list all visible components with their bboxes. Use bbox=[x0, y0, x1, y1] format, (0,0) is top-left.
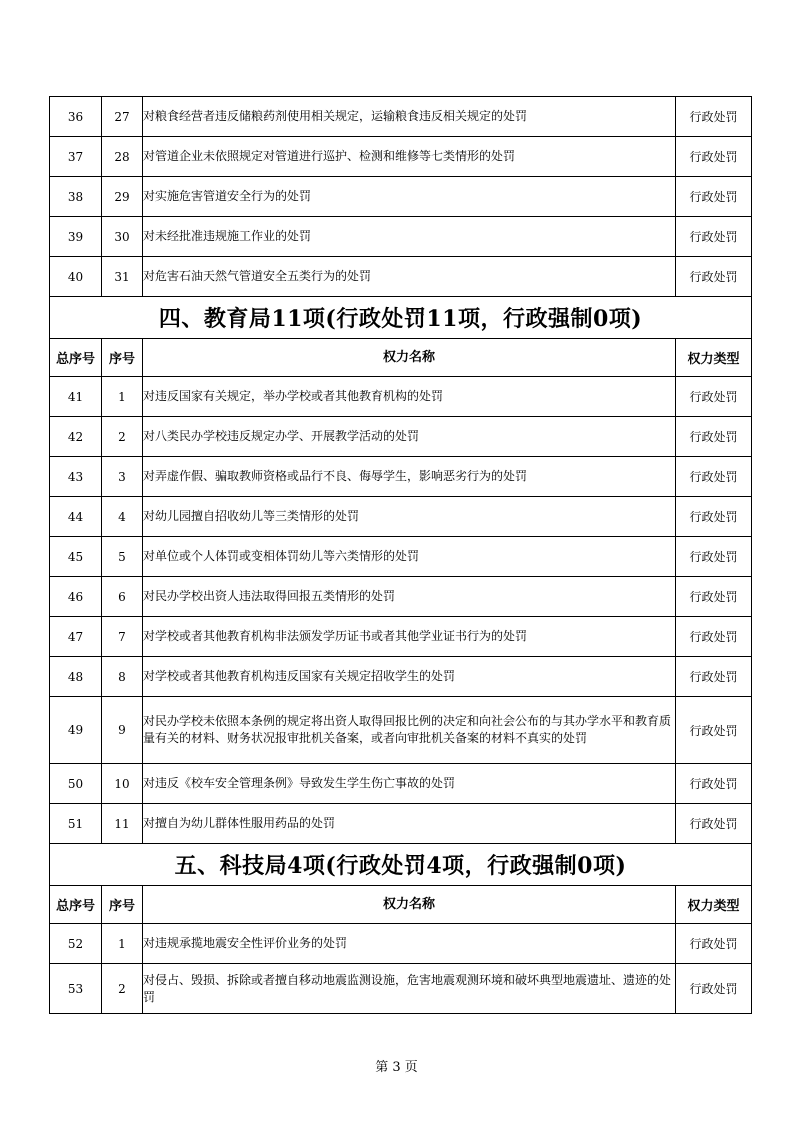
total-number-cell: 51 bbox=[50, 804, 102, 844]
table-row bbox=[50, 764, 752, 804]
table-row bbox=[50, 537, 752, 577]
table-row bbox=[50, 257, 752, 297]
total-number-cell: 38 bbox=[50, 177, 102, 217]
header-seq-no: 序号 bbox=[102, 339, 143, 377]
power-type-cell: 行政处罚 bbox=[676, 377, 752, 417]
power-type-cell: 行政处罚 bbox=[676, 617, 752, 657]
total-number-cell: 44 bbox=[50, 497, 102, 537]
sequence-number-cell: 5 bbox=[102, 537, 143, 577]
power-type-cell: 行政处罚 bbox=[676, 697, 752, 764]
total-number-cell: 48 bbox=[50, 657, 102, 697]
power-type-cell: 行政处罚 bbox=[676, 924, 752, 964]
total-number-cell: 50 bbox=[50, 764, 102, 804]
header-power-type: 权力类型 bbox=[676, 886, 752, 924]
section-title: 五、科技局4项(行政处罚4项，行政强制0项) bbox=[50, 844, 752, 886]
total-number-cell: 39 bbox=[50, 217, 102, 257]
total-number-cell: 52 bbox=[50, 924, 102, 964]
power-type-cell: 行政处罚 bbox=[676, 97, 752, 137]
sequence-number-cell: 1 bbox=[102, 377, 143, 417]
sequence-number-cell: 1 bbox=[102, 924, 143, 964]
header-seq-no: 序号 bbox=[102, 886, 143, 924]
power-type-cell: 行政处罚 bbox=[676, 657, 752, 697]
sequence-number-cell: 2 bbox=[102, 964, 143, 1014]
table-row bbox=[50, 457, 752, 497]
power-name-cell: 对单位或个人体罚或变相体罚幼儿等六类情形的处罚 bbox=[143, 537, 676, 577]
table-body bbox=[50, 97, 752, 1014]
power-type-cell: 行政处罚 bbox=[676, 537, 752, 577]
table-row bbox=[50, 924, 752, 964]
power-type-cell: 行政处罚 bbox=[676, 497, 752, 537]
table-row bbox=[50, 217, 752, 257]
power-name-cell: 对粮食经营者违反储粮药剂使用相关规定，运输粮食违反相关规定的处罚 bbox=[143, 97, 676, 137]
sequence-number-cell: 8 bbox=[102, 657, 143, 697]
sequence-number-cell: 3 bbox=[102, 457, 143, 497]
total-number-cell: 36 bbox=[50, 97, 102, 137]
sequence-number-cell: 31 bbox=[102, 257, 143, 297]
sequence-number-cell: 7 bbox=[102, 617, 143, 657]
table-row bbox=[50, 177, 752, 217]
header-total-no: 总序号 bbox=[50, 886, 102, 924]
total-number-cell: 37 bbox=[50, 137, 102, 177]
power-name-cell: 对民办学校未依照本条例的规定将出资人取得回报比例的决定和向社会公布的与其办学水平和教育质量有关的材料、财务状况报审批机关备案，或者向审批机关备案的材料不真实的处罚 bbox=[143, 697, 676, 764]
total-number-cell: 43 bbox=[50, 457, 102, 497]
table-row bbox=[50, 137, 752, 177]
total-number-cell: 42 bbox=[50, 417, 102, 457]
header-power-type: 权力类型 bbox=[676, 339, 752, 377]
power-name-cell: 对幼儿园擅自招收幼儿等三类情形的处罚 bbox=[143, 497, 676, 537]
page-number: 第 3 页 bbox=[375, 1060, 418, 1075]
sequence-number-cell: 11 bbox=[102, 804, 143, 844]
sequence-number-cell: 10 bbox=[102, 764, 143, 804]
sequence-number-cell: 9 bbox=[102, 697, 143, 764]
power-type-cell: 行政处罚 bbox=[676, 217, 752, 257]
total-number-cell: 47 bbox=[50, 617, 102, 657]
power-name-cell: 对违反《校车安全管理条例》导致发生学生伤亡事故的处罚 bbox=[143, 764, 676, 804]
table-row bbox=[50, 577, 752, 617]
sequence-number-cell: 6 bbox=[102, 577, 143, 617]
page-footer bbox=[0, 1056, 793, 1075]
power-type-cell: 行政处罚 bbox=[676, 764, 752, 804]
power-type-cell: 行政处罚 bbox=[676, 577, 752, 617]
power-type-cell: 行政处罚 bbox=[676, 257, 752, 297]
power-type-cell: 行政处罚 bbox=[676, 417, 752, 457]
power-name-cell: 对违规承揽地震安全性评价业务的处罚 bbox=[143, 924, 676, 964]
table-row bbox=[50, 617, 752, 657]
sequence-number-cell: 30 bbox=[102, 217, 143, 257]
total-number-cell: 53 bbox=[50, 964, 102, 1014]
header-power-name: 权力名称 bbox=[143, 339, 676, 377]
table-row bbox=[50, 97, 752, 137]
power-name-cell: 对学校或者其他教育机构非法颁发学历证书或者其他学业证书行为的处罚 bbox=[143, 617, 676, 657]
power-name-cell: 对学校或者其他教育机构违反国家有关规定招收学生的处罚 bbox=[143, 657, 676, 697]
power-name-cell: 对实施危害管道安全行为的处罚 bbox=[143, 177, 676, 217]
column-header-row bbox=[50, 886, 752, 924]
total-number-cell: 41 bbox=[50, 377, 102, 417]
power-name-cell: 对未经批准违规施工作业的处罚 bbox=[143, 217, 676, 257]
table-row bbox=[50, 417, 752, 457]
power-name-cell: 对八类民办学校违反规定办学、开展教学活动的处罚 bbox=[143, 417, 676, 457]
table-row bbox=[50, 964, 752, 1014]
header-power-name: 权力名称 bbox=[143, 886, 676, 924]
total-number-cell: 46 bbox=[50, 577, 102, 617]
power-name-cell: 对危害石油天然气管道安全五类行为的处罚 bbox=[143, 257, 676, 297]
power-name-cell: 对侵占、毁损、拆除或者擅自移动地震监测设施，危害地震观测环境和破坏典型地震遗址、遗迹的处罚 bbox=[143, 964, 676, 1014]
section-title-row bbox=[50, 297, 752, 339]
total-number-cell: 49 bbox=[50, 697, 102, 764]
table-row bbox=[50, 657, 752, 697]
power-type-cell: 行政处罚 bbox=[676, 804, 752, 844]
sequence-number-cell: 29 bbox=[102, 177, 143, 217]
sequence-number-cell: 28 bbox=[102, 137, 143, 177]
power-type-cell: 行政处罚 bbox=[676, 964, 752, 1014]
power-name-cell: 对管道企业未依照规定对管道进行巡护、检测和维修等七类情形的处罚 bbox=[143, 137, 676, 177]
total-number-cell: 40 bbox=[50, 257, 102, 297]
table-row bbox=[50, 804, 752, 844]
power-type-cell: 行政处罚 bbox=[676, 177, 752, 217]
power-name-cell: 对弄虚作假、骗取教师资格或品行不良、侮辱学生，影响恶劣行为的处罚 bbox=[143, 457, 676, 497]
power-list-table bbox=[49, 96, 752, 1014]
table-row bbox=[50, 377, 752, 417]
power-name-cell: 对违反国家有关规定，举办学校或者其他教育机构的处罚 bbox=[143, 377, 676, 417]
total-number-cell: 45 bbox=[50, 537, 102, 577]
section-title: 四、教育局11项(行政处罚11项，行政强制0项) bbox=[50, 297, 752, 339]
power-type-cell: 行政处罚 bbox=[676, 137, 752, 177]
power-type-cell: 行政处罚 bbox=[676, 457, 752, 497]
table-row bbox=[50, 697, 752, 764]
power-name-cell: 对民办学校出资人违法取得回报五类情形的处罚 bbox=[143, 577, 676, 617]
sequence-number-cell: 4 bbox=[102, 497, 143, 537]
table-row bbox=[50, 497, 752, 537]
header-total-no: 总序号 bbox=[50, 339, 102, 377]
column-header-row bbox=[50, 339, 752, 377]
sequence-number-cell: 2 bbox=[102, 417, 143, 457]
power-name-cell: 对擅自为幼儿群体性服用药品的处罚 bbox=[143, 804, 676, 844]
section-title-row bbox=[50, 844, 752, 886]
sequence-number-cell: 27 bbox=[102, 97, 143, 137]
